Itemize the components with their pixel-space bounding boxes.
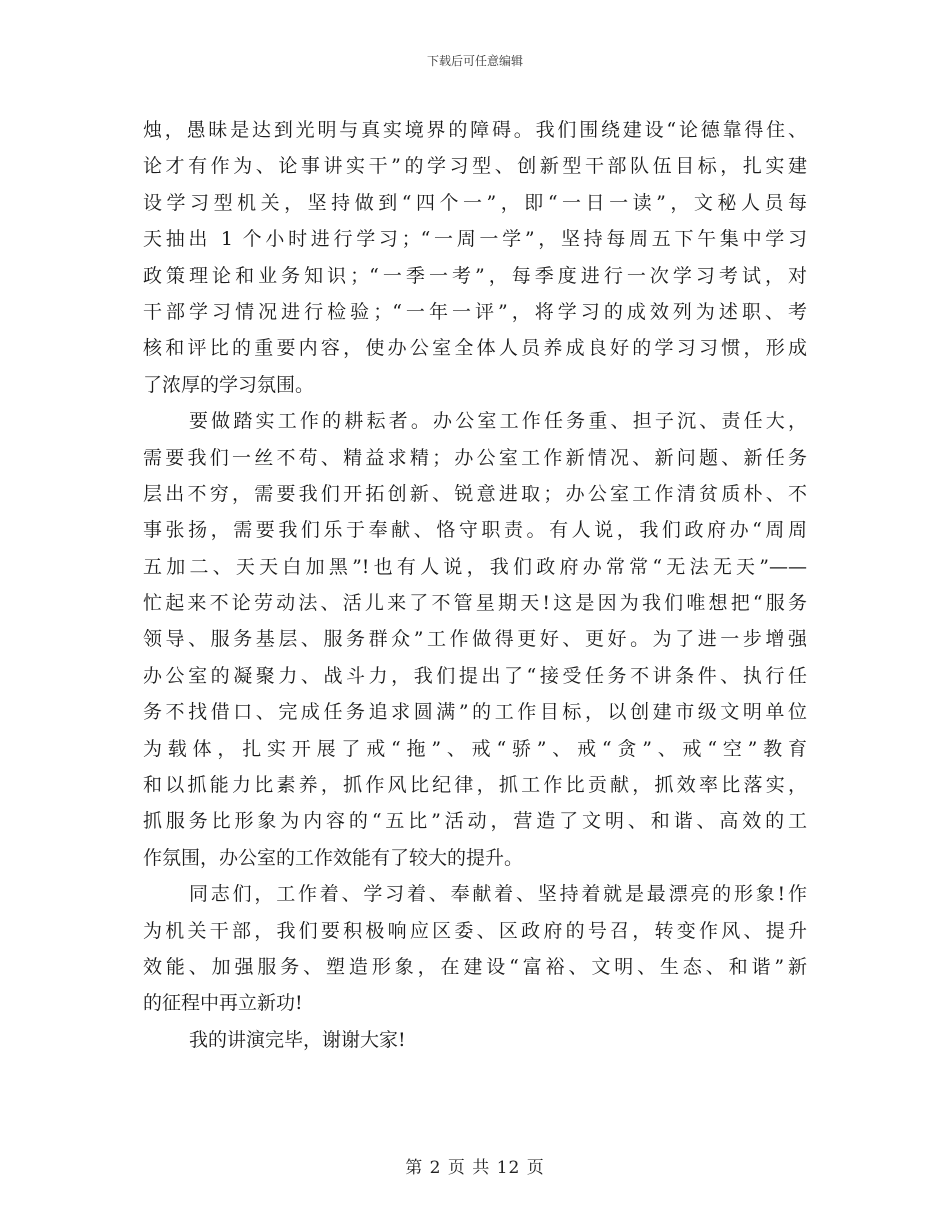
text-line: 同志们，工作着、学习着、奉献着、坚持着就是最漂亮的形象!作 (189, 883, 807, 906)
text-line: 政策理论和业务知识；“一季一考”，每季度进行一次学习考试，对 (143, 264, 807, 287)
text-line: 忙起来不论劳动法、活儿来了不管星期天!这是因为我们唯想把“服务 (143, 592, 807, 615)
text-line: 论才有作为、论事讲实干”的学习型、创新型干部队伍目标，扎实建 (143, 155, 807, 178)
document-body (143, 112, 807, 1058)
text-line: 务不找借口、完成任务追求圆满”的工作目标，以创建市级文明单位 (143, 701, 807, 724)
text-line: 为载体，扎实开展了戒“拖”、戒“骄”、戒“贪”、戒“空”教育 (143, 737, 807, 760)
text-line: 天抽出 1 个小时进行学习；“一周一学”，坚持每周五下午集中学习 (143, 228, 807, 251)
text-line: 层出不穷，需要我们开拓创新、锐意进取；办公室工作清贫质朴、不 (143, 482, 807, 505)
text-line: 事张扬，需要我们乐于奉献、恪守职责。有人说，我们政府办“周周 (143, 519, 807, 542)
text-line: 办公室的凝聚力、战斗力，我们提出了“接受任务不讲条件、执行任 (143, 664, 807, 687)
page-number: 第 2 页 共 12 页 (405, 1158, 545, 1178)
text-line: 和以抓能力比素养，抓作风比纪律，抓工作比贡献，抓效率比落实， (143, 774, 807, 797)
text-line: 干部学习情况进行检验；“一年一评”，将学习的成效列为述职、考 (143, 300, 807, 323)
text-line: 要做踏实工作的耕耘者。办公室工作任务重、担子沉、责任大， (189, 410, 807, 433)
text-line: 作氛围，办公室的工作效能有了较大的提升。 (143, 846, 524, 869)
text-line: 我的讲演完毕，谢谢大家! (189, 1028, 406, 1051)
text-line: 设学习型机关，坚持做到“四个一”，即“一日一读”，文秘人员每 (143, 191, 807, 214)
text-line: 的征程中再立新功! (143, 992, 303, 1015)
text-line: 为机关干部，我们要积极响应区委、区政府的号召，转变作风、提升 (143, 919, 807, 942)
text-line: 了浓厚的学习氛围。 (143, 373, 315, 396)
text-line: 烛，愚昧是达到光明与真实境界的障碍。我们围绕建设“论德靠得住、 (143, 119, 807, 141)
text-line: 效能、加强服务、塑造形象，在建设“富裕、文明、生态、和谐”新 (143, 955, 807, 978)
text-line: 抓服务比形象为内容的“五比”活动，营造了文明、和谐、高效的工 (143, 810, 807, 833)
page-header-note: 下载后可任意编辑 (426, 54, 523, 68)
text-line: 领导、服务基层、服务群众”工作做得更好、更好。为了进一步增强 (143, 628, 807, 651)
text-line: 核和评比的重要内容，使办公室全体人员养成良好的学习习惯，形成 (143, 337, 807, 360)
text-line: 需要我们一丝不苟、精益求精；办公室工作新情况、新问题、新任务 (143, 446, 807, 469)
text-line: 五加二、天天白加黑”!也有人说，我们政府办常常“无法无天”—— (143, 555, 807, 578)
